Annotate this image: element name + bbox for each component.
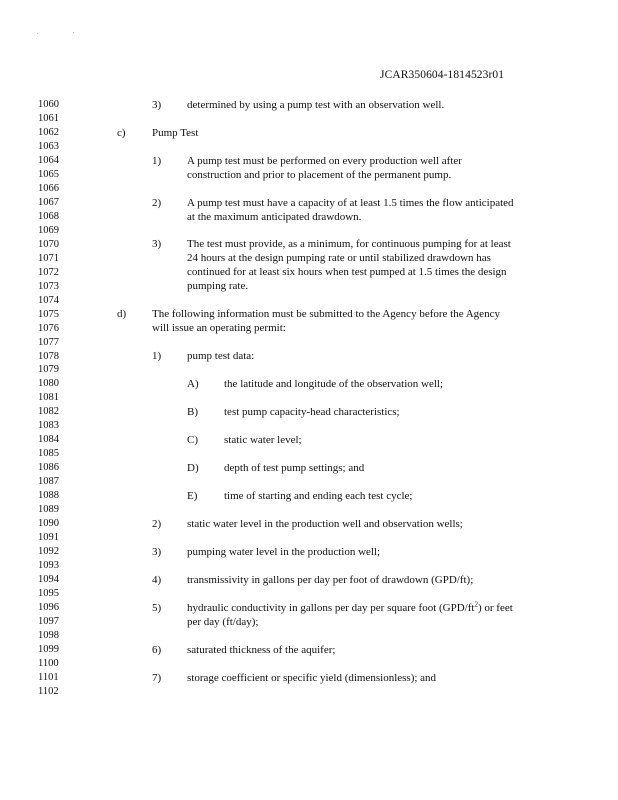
item-d4-text: transmissivity in gallons per day per foot of drawdown (GPD/ft); — [187, 574, 474, 586]
line-number: 1075 — [38, 308, 59, 320]
line-number: 1097 — [38, 615, 59, 627]
item-d1c-label: C) — [187, 434, 198, 446]
item-d1e-text: time of starting and ending each test cycle; — [224, 490, 413, 502]
line-number: 1082 — [38, 406, 59, 418]
item-d3-label: 3) — [152, 546, 162, 558]
item-d7-text: storage coefficient or specific yield (dimensionless); and — [187, 672, 437, 684]
line-number: 1093 — [38, 560, 59, 571]
item-c1-label: 1) — [152, 155, 162, 167]
scan-speck — [37, 33, 38, 34]
line-number: 1101 — [38, 671, 59, 683]
line-number: 1062 — [38, 126, 59, 138]
line-number: 1084 — [38, 434, 59, 446]
item-d1e-label: E) — [187, 490, 198, 502]
line-number: 1098 — [38, 629, 59, 641]
item-d1b-label: B) — [187, 406, 198, 418]
line-number: 1078 — [38, 350, 59, 362]
line-number: 1063 — [38, 140, 59, 152]
item-d2-text: static water level in the production well and observation wells; — [187, 518, 463, 530]
item-c1-line2: construction and prior to placement of the permanent pump. — [187, 169, 452, 181]
line-number: 1095 — [38, 588, 59, 599]
line-number: 1092 — [38, 546, 59, 557]
line-number: 1066 — [38, 182, 59, 194]
line-number: 1065 — [38, 168, 59, 180]
item-c3-line2: 24 hours at the design pumping rate or until stabilized drawdown has — [187, 252, 491, 264]
item-b3-text: determined by using a pump test with an observation well. — [187, 99, 445, 111]
item-c3-label: 3) — [152, 238, 162, 250]
item-d1d-label: D) — [187, 462, 199, 474]
line-number: 1102 — [38, 685, 59, 697]
line-number: 1088 — [38, 490, 59, 502]
line-number: 1085 — [38, 448, 59, 460]
line-number: 1086 — [38, 462, 59, 474]
line-number: 1073 — [38, 280, 59, 292]
item-d5-superscript: 2 — [474, 600, 478, 609]
item-d1-label: 1) — [152, 350, 162, 362]
item-d3-text: pumping water level in the production well; — [187, 546, 381, 558]
line-number: 1089 — [38, 504, 59, 516]
line-number: 1094 — [38, 574, 59, 585]
line-number: 1079 — [38, 364, 59, 376]
line-number: 1083 — [38, 420, 59, 432]
line-number: 1072 — [38, 266, 59, 278]
item-d1d-text: depth of test pump settings; and — [224, 462, 365, 474]
line-number: 1099 — [38, 643, 59, 655]
item-c1-line1: A pump test must be performed on every production well after — [187, 155, 462, 167]
scan-speck — [73, 32, 74, 33]
item-c3-line3: continued for at least six hours when test pumped at 1.5 times the design — [187, 266, 507, 278]
item-d5-line1 — [187, 601, 513, 615]
item-c2-label: 2) — [152, 197, 162, 209]
item-d5-line1-main: hydraulic conductivity in gallons per day per square foot (GPD/ft — [187, 602, 475, 614]
document-id: JCAR350604-1814523r01 — [380, 69, 505, 81]
section-d-line2: will issue an operating permit: — [152, 322, 286, 334]
line-number: 1076 — [38, 322, 59, 334]
section-d-label: d) — [117, 308, 127, 320]
item-d6-text: saturated thickness of the aquifer; — [187, 644, 336, 656]
item-d4-label: 4) — [152, 574, 162, 586]
item-d1a-text: the latitude and longitude of the observation well; — [224, 378, 444, 390]
item-c3-line1: The test must provide, as a minimum, for continuous pumping for at least — [187, 238, 511, 250]
item-d1c-text: static water level; — [224, 434, 302, 446]
line-number: 1100 — [38, 657, 59, 669]
line-number: 1068 — [38, 210, 59, 222]
line-number: 1091 — [38, 532, 59, 544]
line-number: 1081 — [38, 392, 59, 404]
line-number: 1077 — [38, 336, 59, 348]
item-d1-text: pump test data: — [187, 350, 255, 362]
item-d5-line1-end: ) or feet — [477, 602, 513, 614]
item-d7-label: 7) — [152, 672, 162, 684]
line-number: 1060 — [38, 99, 59, 110]
line-number: 1071 — [38, 252, 59, 264]
item-b3-label: 3) — [152, 99, 162, 111]
line-number: 1070 — [38, 238, 59, 250]
line-number: 1074 — [38, 294, 59, 306]
line-number: 1090 — [38, 518, 59, 530]
item-c2-line2: at the maximum anticipated drawdown. — [187, 211, 362, 223]
line-number: 1087 — [38, 476, 59, 488]
line-number: 1067 — [38, 196, 59, 208]
item-d5-label: 5) — [152, 602, 162, 614]
item-d2-label: 2) — [152, 518, 162, 530]
line-number: 1064 — [38, 154, 59, 166]
item-d6-label: 6) — [152, 644, 162, 656]
item-d1b-text: test pump capacity-head characteristics; — [224, 406, 400, 418]
section-c-label: c) — [117, 127, 126, 139]
line-number: 1069 — [38, 224, 59, 236]
section-d-line1: The following information must be submitted to the Agency before the Agency — [152, 308, 500, 320]
item-c2-line1: A pump test must have a capacity of at least 1.5 times the flow anticipated — [187, 197, 514, 209]
section-c-title: Pump Test — [152, 127, 199, 139]
line-number: 1061 — [38, 113, 59, 124]
line-number: 1096 — [38, 601, 59, 613]
item-c3-line4: pumping rate. — [187, 280, 249, 292]
item-d1a-label: A) — [187, 378, 199, 390]
item-d5-line2: per day (ft/day); — [187, 616, 259, 628]
line-number: 1080 — [38, 378, 59, 390]
